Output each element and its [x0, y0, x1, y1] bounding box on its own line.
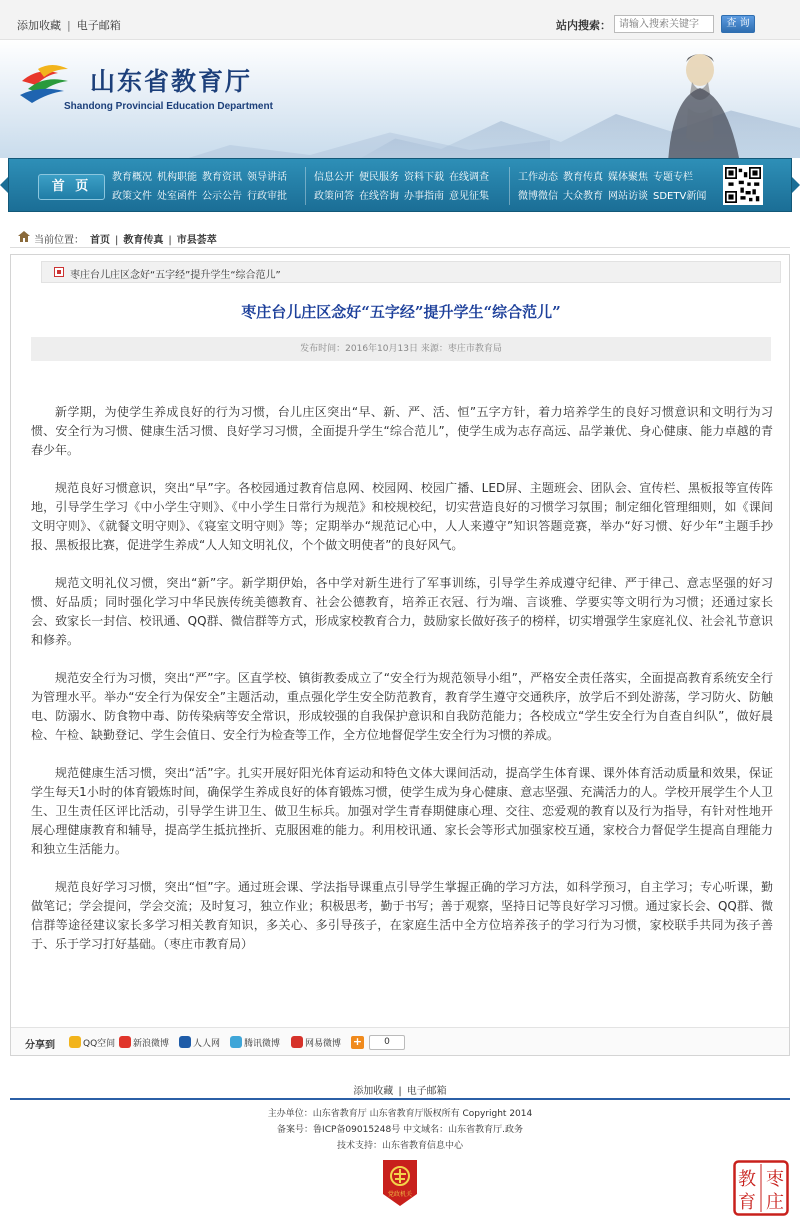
article-title: 枣庄台儿庄区念好“五字经”提升学生“综合范儿” — [241, 303, 561, 321]
seal-char: 枣 — [766, 1169, 784, 1190]
netease-weibo-icon — [291, 1036, 303, 1048]
nav-item[interactable]: 教育传真 — [563, 172, 603, 183]
footer-email-link[interactable]: 电子邮箱 — [406, 1086, 447, 1097]
nav-item[interactable]: 政策问答 — [314, 191, 354, 202]
nav-item[interactable]: 处室函件 — [157, 191, 197, 202]
confucius-figure — [648, 48, 748, 158]
breadcrumb-path — [90, 231, 217, 246]
share-count: 0 — [369, 1035, 405, 1050]
share-renren[interactable] — [179, 1036, 220, 1049]
bullet-icon — [54, 267, 64, 277]
breadcrumb-separator: | — [168, 235, 172, 246]
article-title-bar — [41, 261, 781, 283]
qr-code-icon — [723, 165, 763, 205]
nav-item[interactable]: 政策文件 — [112, 191, 152, 202]
breadcrumb-education-fax[interactable]: 教育传真 — [123, 235, 164, 246]
nav-item[interactable]: 网站访谈 — [608, 191, 648, 202]
nav-row — [518, 189, 711, 205]
article-body — [31, 403, 773, 973]
nav-row — [112, 189, 292, 205]
nav-item[interactable]: 办事指南 — [404, 191, 444, 202]
site-title[interactable]: 山东省教育厅 — [90, 67, 253, 96]
article-paragraph: 规范健康生活习惯，突出“活”字。扎实开展好阳光体育运动和特色文体大课间活动，提高学生体育课、课外体育活动质量和效果，保证学生每天1小时的体育锻炼时间，确保学生养成良好的体育锻炼习惯，使学生成为身心健康、意志坚强、充满活力的人。学校开展学生个人卫生、卫生责任区评比活动，引导学生讲卫生、做卫生标兵。加强对学生青春期健康心理、交往、恋爱观的教育以及行为指导，有针对性地开展心理健康教育和辅导，提高学生抵抗挫折、克服困难的能力。利用校讯通、家长会等形式加强家校互通，家校合力督促学生提高自理能力和独立生活能力。 — [31, 766, 773, 856]
nav-group-news — [112, 170, 292, 208]
footer-host: 主办单位：山东省教育厅 山东省教育厅版权所有 Copyright 2014 — [267, 1109, 533, 1119]
nav-item[interactable]: 资料下载 — [404, 172, 444, 183]
nav-group-media — [518, 170, 711, 208]
email-link[interactable]: 电子邮箱 — [76, 19, 121, 32]
tencent-weibo-icon — [230, 1036, 242, 1048]
article-paragraph: 规范文明礼仪习惯，突出“新”字。新学期伊始，各中学对新生进行了军事训练，引导学生养成遵守纪律、严于律己、意志坚强的好习惯、好品质；同时强化学习中华民族传统美德教育、社会公德教育，培养正衣冠、行为端、言谈雅、学要实等文明行为习惯；还通过家长会、致家长一封信、校讯通、QQ群、微信群等方式，形成家校教育合力，鼓励家长做好孩子的榜样，切实增强学生家庭礼仪、社会礼节意识和修养。 — [31, 576, 773, 647]
share-more-plus-icon[interactable]: + — [352, 1035, 363, 1048]
article-meta: 发布时间：2016年10月13日 来源：枣庄市教育局 — [31, 337, 771, 361]
nav-item[interactable]: 教育概况 — [112, 172, 152, 183]
article-bar-title: 枣庄台儿庄区念好“五字经”提升学生“综合范儿” — [70, 270, 281, 281]
nav-item[interactable]: 大众教育 — [563, 191, 603, 202]
share-tencent-weibo[interactable] — [230, 1036, 280, 1049]
nav-row — [518, 170, 711, 186]
breadcrumb-separator: | — [115, 235, 119, 246]
nav-item[interactable]: 专题专栏 — [653, 172, 693, 183]
share-qzone-label: QQ空间 — [83, 1039, 116, 1049]
government-agency-badge-icon[interactable] — [381, 1160, 419, 1206]
nav-item[interactable]: 领导讲话 — [247, 172, 287, 183]
article-paragraph: 规范良好学习习惯，突出“恒”字。通过班会课、学法指导课重点引导学生掌握正确的学习方法，如科学预习，自主学习；专心听课，勤做笔记；学会提问，学会交流；及时复习，独立作业；积极思考，勤于书写；善于观察，坚持日记等良好学习习惯。通过家长会、QQ群、微信群等途径建议家长多学习相关教育知识，多关心、多引导孩子，在家庭生活中全方位培养孩子的学习行为习惯，家校联手共同为孩子善于、乐于学习打好基础。（枣庄市教育局） — [31, 880, 773, 951]
nav-item[interactable]: 行政审批 — [247, 191, 287, 202]
home-icon — [18, 231, 30, 242]
article-paragraph: 规范安全行为习惯，突出“严”字。区直学校、镇街教委成立了“安全行为规范领导小组”，严格安全责任落实，全面提高教育系统安全行为管理水平。举办“安全行为保安全”主题活动，重点强化学生安全防范教育，教育学生遵守交通秩序，放学后不到处游荡，学习防火、防触电、防溺水、防食物中毒、防传染病等安全常识，形成较强的自我保护意识和自我防范能力；各校成立“学生安全行为自查自纠队”，做好晨检、午检、缺勤登记、学生会值日、安全行为检查等工作，全方位地督促学生安全行为习惯的养成。 — [31, 671, 773, 742]
seal-stamp — [733, 1160, 789, 1216]
article-panel — [10, 254, 790, 1056]
nav-row — [112, 170, 292, 186]
nav-item[interactable]: SDETV新闻 — [653, 191, 707, 202]
top-links — [17, 17, 121, 33]
qzone-icon — [69, 1036, 81, 1048]
site-title-english: Shandong Provincial Education Department — [64, 101, 273, 112]
divider: | — [398, 1086, 402, 1097]
nav-item[interactable]: 媒体聚焦 — [608, 172, 648, 183]
share-bar — [11, 1027, 789, 1055]
share-netease-weibo[interactable] — [291, 1036, 341, 1049]
nav-item[interactable]: 信息公开 — [314, 172, 354, 183]
nav-item[interactable]: 公示公告 — [202, 191, 242, 202]
nav-divider — [509, 167, 510, 205]
breadcrumb-label: 当前位置： — [34, 235, 84, 246]
nav-item[interactable]: 意见征集 — [449, 191, 489, 202]
footer-support: 技术支持：山东省教育信息中心 — [336, 1141, 463, 1151]
top-bar — [0, 0, 800, 40]
nav-item[interactable]: 便民服务 — [359, 172, 399, 183]
search-button[interactable]: 查 询 — [721, 15, 755, 33]
share-netease-label: 网易微博 — [305, 1039, 342, 1049]
nav-item[interactable]: 在线咨询 — [359, 191, 399, 202]
article-paragraph: 新学期，为使学生养成良好的行为习惯，台儿庄区突出“早、新、严、活、恒”五字方针，着力培养学生的良好习惯意识和文明行为习惯、安全行为习惯、健康生活习惯、良好学习习惯，全面提升学生“综合范儿”，使学生成为志存高远、品学兼优、身心健康、能力卓越的青春少年。 — [31, 405, 773, 457]
article-paragraph: 规范良好习惯意识，突出“早”字。各校园通过教育信息网、校园网、校园广播、LED屏、主题班会、团队会、宣传栏、黑板报等宣传阵地，引导学生学习《中小学生守则》、《中小学生日常行为规范》和校规校纪，切实营造良好的习惯学习氛围；制定细化管理细则，如《课间文明守则》、《就餐文明守则》、《寝室文明守则》等；定期举办“规范记心中，人人来遵守”知识答题竞赛，举办“好习惯、好少年”主题手抄报、黑板报比赛，促进学生养成“人人知文明礼仪，个个做文明使者”的良好风气。 — [31, 481, 773, 552]
divider: | — [67, 19, 71, 32]
nav-item[interactable]: 教育资讯 — [202, 172, 242, 183]
footer-links — [0, 1082, 800, 1097]
header-banner — [0, 40, 800, 158]
nav-row — [314, 189, 494, 205]
seal-char: 教 — [738, 1169, 756, 1190]
nav-group-services — [314, 170, 494, 208]
search-label: 站内搜索： — [556, 19, 611, 32]
nav-row — [314, 170, 494, 186]
renren-icon — [179, 1036, 191, 1048]
share-qzone[interactable] — [69, 1036, 115, 1049]
breadcrumb — [10, 226, 790, 248]
main-navigation — [8, 158, 792, 212]
nav-item[interactable]: 机构职能 — [157, 172, 197, 183]
share-sina-weibo[interactable] — [119, 1036, 169, 1049]
nav-item[interactable]: 微博微信 — [518, 191, 558, 202]
sina-weibo-icon — [119, 1036, 131, 1048]
share-label: 分享到 — [25, 1040, 55, 1051]
footer-info — [0, 1106, 800, 1154]
nav-divider — [305, 167, 306, 205]
share-renren-label: 人人网 — [193, 1039, 221, 1049]
footer-icp: 备案号：鲁ICP备09015248号 中文域名：山东省教育厅.政务 — [277, 1125, 523, 1135]
seal-char: 育 — [738, 1192, 756, 1213]
gov-badge-text: 党政机关 — [387, 1191, 413, 1198]
breadcrumb-home[interactable]: 首页 — [90, 235, 110, 246]
seal-char: 庄 — [766, 1192, 784, 1213]
share-sina-label: 新浪微博 — [133, 1039, 170, 1049]
footer-add-favorite-link[interactable]: 添加收藏 — [353, 1086, 394, 1097]
share-tencent-label: 腾讯微博 — [244, 1039, 281, 1049]
nav-item[interactable]: 在线调查 — [449, 172, 489, 183]
search-input[interactable] — [614, 15, 714, 33]
nav-item[interactable]: 工作动态 — [518, 172, 558, 183]
add-favorite-link[interactable]: 添加收藏 — [17, 19, 61, 32]
breadcrumb-city-county[interactable]: 市县荟萃 — [176, 235, 217, 246]
nav-home-button[interactable]: 首 页 — [38, 174, 105, 200]
footer-divider — [10, 1098, 790, 1100]
